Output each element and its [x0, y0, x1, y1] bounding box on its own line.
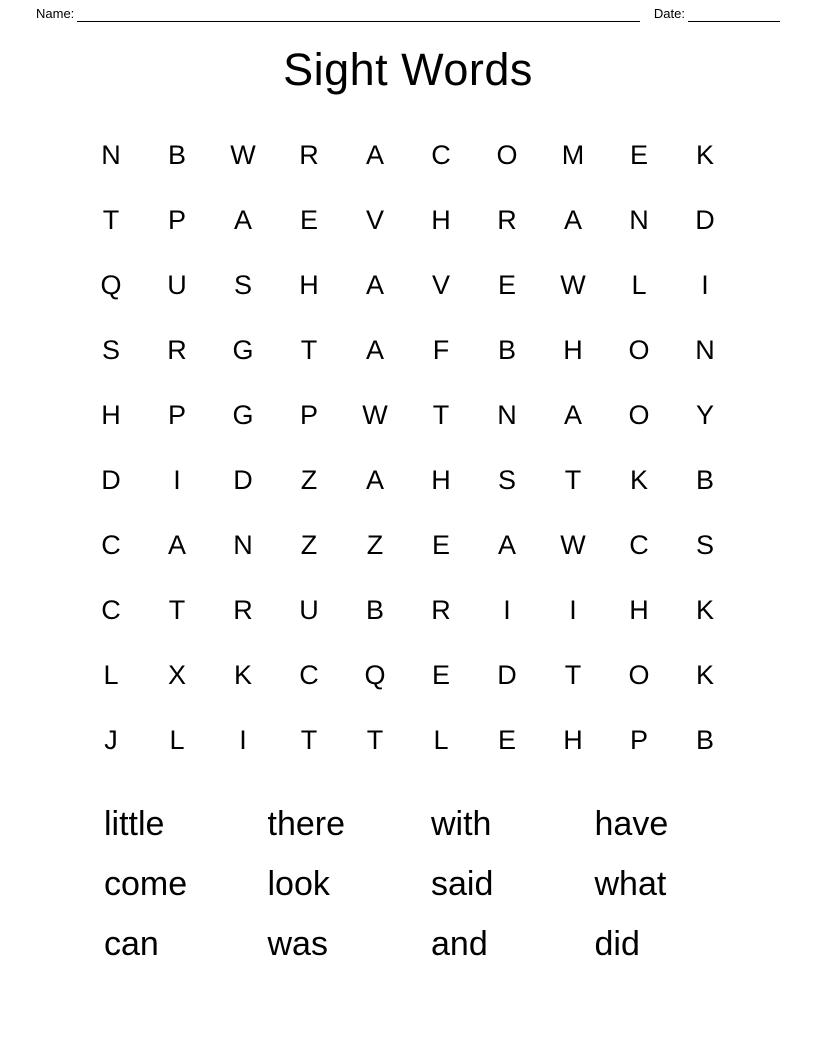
grid-cell: T: [102, 204, 120, 235]
grid-cell: L: [103, 659, 119, 690]
grid-cell: T: [300, 724, 318, 755]
grid-cell: C: [431, 139, 451, 170]
word-list-item: said: [431, 865, 494, 903]
grid-cell: O: [628, 334, 650, 365]
grid-cell: A: [365, 464, 384, 495]
grid-cell: A: [365, 334, 384, 365]
name-label: Name:: [36, 6, 75, 21]
date-label: Date:: [653, 6, 685, 21]
grid-cell: R: [233, 594, 253, 625]
grid-cell: N: [497, 399, 517, 430]
worksheet-header: [0, 0, 816, 22]
grid-cell: A: [365, 269, 384, 300]
grid-cell: T: [168, 594, 186, 625]
grid-cell: R: [431, 594, 451, 625]
grid-cell: G: [232, 334, 254, 365]
grid-cell: X: [167, 659, 186, 690]
grid-cell: D: [233, 464, 253, 495]
grid-cell: T: [564, 659, 582, 690]
grid-cell: P: [167, 204, 186, 235]
grid-cell: N: [233, 529, 253, 560]
grid-cell: R: [497, 204, 517, 235]
grid-cell: W: [362, 399, 388, 430]
word-list: [58, 794, 758, 974]
page-title: Sight Words: [283, 44, 533, 95]
grid-cell: E: [431, 529, 450, 560]
grid-cell: F: [432, 334, 450, 365]
grid-row: [78, 187, 738, 252]
grid-cell: G: [232, 399, 254, 430]
grid-cell: I: [569, 594, 577, 625]
grid-row: [78, 317, 738, 382]
grid-cell: Q: [364, 659, 386, 690]
grid-cell: U: [167, 269, 187, 300]
grid-cell: N: [695, 334, 715, 365]
grid-cell: S: [497, 464, 516, 495]
grid-cell: H: [101, 399, 121, 430]
grid-cell: U: [299, 594, 319, 625]
grid-cell: A: [563, 204, 582, 235]
grid-cell: I: [239, 724, 247, 755]
grid-cell: W: [230, 139, 256, 170]
grid-cell: S: [695, 529, 714, 560]
word-list-item: come: [104, 865, 188, 903]
grid-cell: B: [497, 334, 516, 365]
grid-cell: T: [432, 399, 450, 430]
grid-cell: A: [563, 399, 582, 430]
grid-cell: E: [299, 204, 318, 235]
grid-cell: P: [167, 399, 186, 430]
grid-cell: O: [628, 399, 650, 430]
grid-cell: S: [233, 269, 252, 300]
date-field-group: [654, 6, 780, 22]
grid-cell: A: [365, 139, 384, 170]
grid-cell: B: [695, 464, 714, 495]
grid-cell: M: [561, 139, 585, 170]
grid-cell: D: [101, 464, 121, 495]
grid-cell: Y: [695, 399, 714, 430]
grid-cell: A: [497, 529, 516, 560]
grid-cell: E: [497, 269, 516, 300]
grid-row: [78, 512, 738, 577]
grid-cell: K: [695, 139, 714, 170]
grid-cell: P: [629, 724, 648, 755]
grid-cell: B: [365, 594, 384, 625]
word-list-item: was: [267, 925, 328, 963]
grid-cell: H: [299, 269, 319, 300]
grid-cell: C: [101, 529, 121, 560]
grid-row: [78, 382, 738, 447]
grid-cell: B: [695, 724, 714, 755]
grid-cell: H: [563, 724, 583, 755]
word-list-item: what: [594, 865, 667, 903]
word-list-row: [104, 794, 758, 854]
grid-cell: N: [629, 204, 649, 235]
grid-row: [78, 252, 738, 317]
word-list-item: with: [431, 805, 492, 843]
name-input-line[interactable]: [77, 9, 640, 22]
grid-cell: I: [503, 594, 511, 625]
grid-cell: I: [701, 269, 709, 300]
grid-cell: K: [629, 464, 648, 495]
word-list-row: [104, 914, 758, 974]
grid-cell: P: [299, 399, 318, 430]
word-list-item: there: [267, 805, 345, 843]
word-list-item: little: [104, 805, 165, 843]
grid-cell: S: [101, 334, 120, 365]
grid-cell: C: [101, 594, 121, 625]
grid-cell: A: [233, 204, 252, 235]
word-list-item: look: [267, 865, 330, 903]
grid-cell: L: [433, 724, 449, 755]
grid-row: [78, 707, 738, 772]
grid-cell: Z: [366, 529, 384, 560]
grid-cell: I: [173, 464, 181, 495]
grid-cell: L: [631, 269, 647, 300]
grid-cell: B: [167, 139, 186, 170]
word-list-row: [104, 854, 758, 914]
grid-cell: Z: [300, 464, 318, 495]
grid-cell: J: [104, 724, 118, 755]
grid-cell: T: [300, 334, 318, 365]
grid-cell: V: [365, 204, 384, 235]
grid-cell: E: [629, 139, 648, 170]
grid-cell: T: [564, 464, 582, 495]
grid-row: [78, 577, 738, 642]
grid-cell: E: [497, 724, 516, 755]
word-list-item: did: [594, 925, 640, 963]
grid-cell: H: [629, 594, 649, 625]
grid-cell: Q: [100, 269, 122, 300]
grid-cell: R: [299, 139, 319, 170]
grid-cell: L: [169, 724, 185, 755]
grid-cell: K: [233, 659, 252, 690]
grid-cell: K: [695, 594, 714, 625]
grid-cell: E: [431, 659, 450, 690]
word-search-grid: [78, 122, 738, 772]
grid-cell: H: [563, 334, 583, 365]
grid-row: [78, 447, 738, 512]
grid-cell: O: [496, 139, 518, 170]
word-list-item: and: [431, 925, 488, 963]
grid-cell: D: [497, 659, 517, 690]
grid-cell: C: [299, 659, 319, 690]
grid-cell: O: [628, 659, 650, 690]
grid-cell: W: [560, 269, 586, 300]
date-input-line[interactable]: [688, 9, 780, 22]
grid-cell: H: [431, 464, 451, 495]
grid-cell: C: [629, 529, 649, 560]
grid-cell: A: [167, 529, 186, 560]
grid-row: [78, 642, 738, 707]
grid-row: [78, 122, 738, 187]
grid-cell: R: [167, 334, 187, 365]
grid-cell: K: [695, 659, 714, 690]
name-field-group: [36, 6, 640, 22]
grid-cell: V: [431, 269, 450, 300]
word-list-item: have: [594, 805, 669, 843]
grid-cell: W: [560, 529, 586, 560]
grid-cell: H: [431, 204, 451, 235]
grid-cell: T: [366, 724, 384, 755]
grid-cell: N: [101, 139, 121, 170]
word-list-item: can: [104, 925, 159, 963]
grid-cell: Z: [300, 529, 318, 560]
grid-cell: D: [695, 204, 715, 235]
